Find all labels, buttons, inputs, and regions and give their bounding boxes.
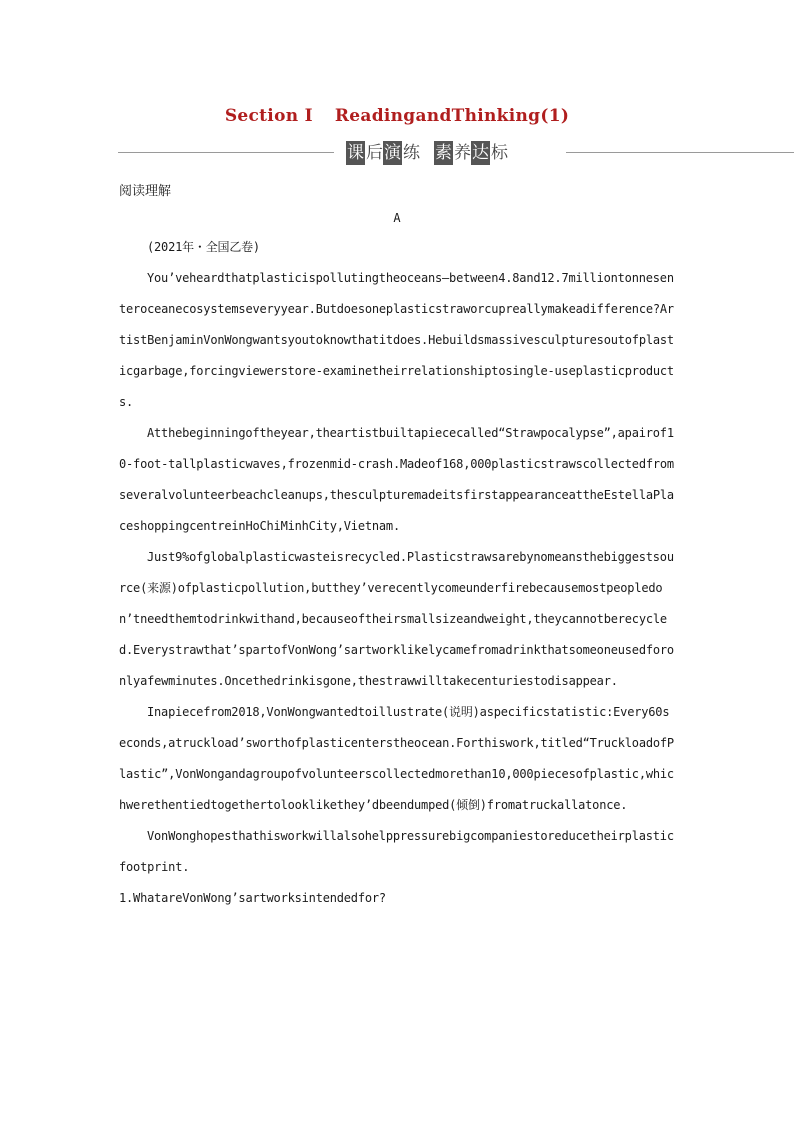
section-label: 阅读理解 — [119, 184, 172, 199]
banner-char: 练 — [403, 143, 420, 163]
page-title — [0, 106, 794, 126]
banner-char: 养 — [454, 143, 471, 163]
banner-char: 标 — [491, 143, 508, 163]
banner-char-box: 课 — [347, 143, 364, 163]
section-subtitle: ReadingandThinking(1) — [334, 106, 570, 126]
passage-letter: A — [393, 211, 401, 225]
banner-divider-left — [118, 152, 334, 153]
passage-paragraph-2: Atthebeginningoftheyear,theartistbuiltapiececalled“Strawpocalypse”,apairof10-foot-tallplasticwaves,frozenmid-crash.Madeof168,000plasticstrawscollectedfromseveralvolunteerbeachcleanups,thesculpturemadeitsfirstappearanceattheEstellaPlaceshoppingcentreinHoChiMinhCity,Vietnam. — [119, 426, 674, 533]
passage-paragraph-3: Just9%ofglobalplasticwasteisrecycled.Plasticstrawsarebynomeansthebiggestsource(来源)ofplasticpollution,butthey’verecentlycomeunderfirebecausemostpeopledon’tneedthemtodrinkwithand,becauseoftheirsmallsizeandweight,theycannotberecycled.Everystrawthat’spartofVonWong’sartworklikelycamefromadrinkthatsomeoneusedforonlyafewminutes.Oncethedrinkisgone,thestrawwilltakecenturiestodisappear. — [119, 550, 674, 688]
passage-paragraph-5: VonWonghopesthathisworkwillalsohelppressurebigcompaniestoreducetheirplasticfootprint. — [119, 829, 674, 874]
passage-paragraph-4: Inapiecefrom2018,VonWongwantedtoillustrate(说明)aspecificstatistic:Every60seconds,atruckload’sworthofplasticenterstheocean.Forthiswork,titled“TruckloadofPlastic”,VonWongandagroupofvolunteerscollectedmorethan10,000piecesofplastic,whichwerethentiedtogethertolooklikethey’dbeendumped(倾倒)fromatruckallatonce. — [119, 705, 674, 812]
banner-char-box: 达 — [472, 143, 489, 163]
banner-text — [346, 141, 508, 165]
section-number: Section I — [224, 106, 313, 126]
passage-source: (2021年・全国乙卷) — [147, 240, 260, 254]
banner-divider-right — [566, 152, 794, 153]
banner-char-box: 素 — [435, 143, 452, 163]
question-1: 1.WhatareVonWong’sartworksintendedfor? — [119, 891, 386, 905]
section-banner — [118, 141, 794, 165]
banner-char-box: 演 — [384, 143, 401, 163]
passage-paragraph-1: You’veheardthatplasticispollutingtheoceans—between4.8and12.7milliontonnesenteroceanecosystemseveryyear.Butdoesoneplasticstraworcupreallymakeadifference?ArtistBenjaminVonWongwantsyoutoknowthatitdoes.Hebuildsmassivesculpturesoutofplasticgarbage,forcingviewerstore-examinetheirrelationshiptosingle-useplasticproducts. — [119, 271, 674, 409]
banner-char: 后 — [366, 143, 383, 163]
passage-body — [119, 232, 674, 914]
